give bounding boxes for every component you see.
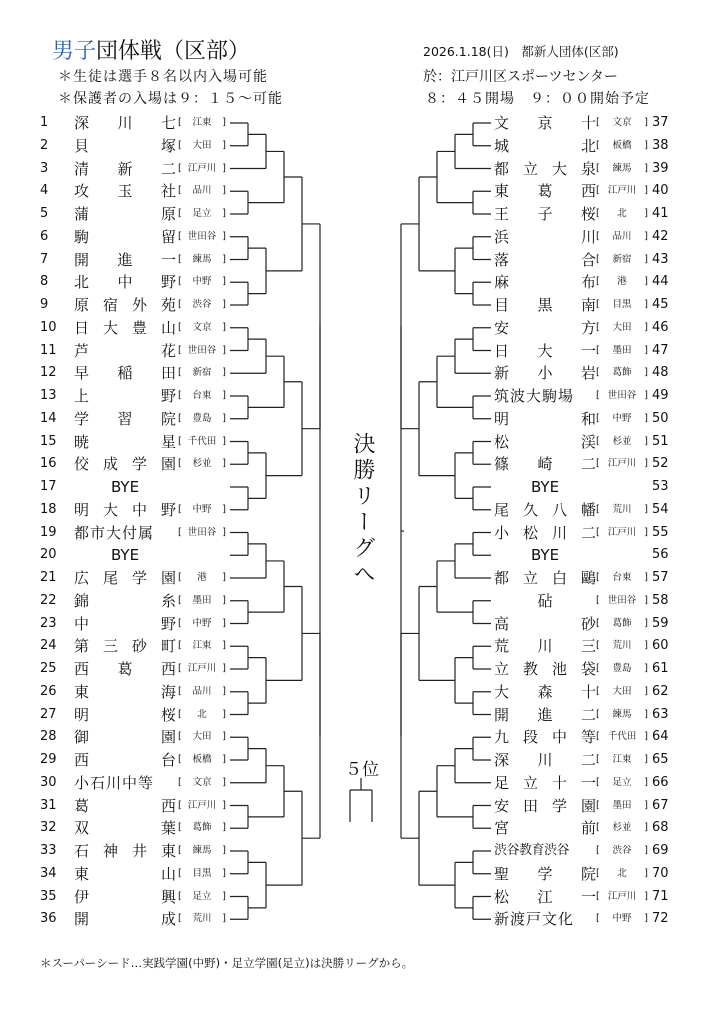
team-number: 11 <box>40 342 57 358</box>
team-number: 27 <box>40 706 57 722</box>
team-name: 砧 <box>537 591 553 610</box>
team-number: 51 <box>652 433 669 449</box>
team-name: 上 野 <box>74 387 176 405</box>
team-name: 開 進 二 <box>494 705 596 724</box>
team-row: 18 明 大 中 野 [ 中野 ] <box>40 500 226 519</box>
team-number: 72 <box>652 911 669 927</box>
team-row: 69 渋谷教育渋谷 [ 渋谷 ] <box>0 840 721 862</box>
team-row: 27 明 桜 [ 北 ] <box>40 705 226 724</box>
team-number: 26 <box>40 683 57 699</box>
team-row: 26 東 海 [ 品川 ] <box>40 682 226 701</box>
team-row: 33 石 神 井 東 [ 練馬 ] <box>40 842 226 860</box>
team-row: 8 北 中 野 [ 中野 ] <box>40 273 226 292</box>
team-number: 23 <box>40 615 57 631</box>
team-number: 55 <box>652 524 669 540</box>
team-name: 小石川中等 <box>74 773 155 792</box>
team-name: 高 砂 <box>494 614 596 633</box>
team-name: 深 川 二 <box>494 751 596 769</box>
team-row: 54 尾 久 八 幡 [ 荒川 ] <box>0 499 721 521</box>
team-number: 36 <box>40 911 57 927</box>
team-number: 9 <box>40 297 49 312</box>
team-row: 66 足 立 十 一 [ 足立 ] <box>0 772 721 794</box>
team-row: 32 双 葉 [ 葛飾 ] <box>40 819 226 838</box>
team-row: 13 上 野 [ 台東 ] <box>40 387 226 405</box>
team-name: 貝 塚 <box>74 136 176 155</box>
team-name: 石 神 井 東 <box>74 842 176 860</box>
team-number: 32 <box>40 820 57 836</box>
team-number: 28 <box>40 729 57 745</box>
team-number: 45 <box>652 297 669 312</box>
team-number: 10 <box>40 319 57 335</box>
team-row: 24 第 三 砂 町 [ 江東 ] <box>40 637 226 656</box>
team-row: 16 佼 成 学 園 [ 杉並 ] <box>40 455 226 474</box>
team-name: 伊 興 <box>74 887 176 906</box>
team-number: 1 <box>40 115 49 130</box>
team-number: 70 <box>652 865 669 881</box>
team-number: 40 <box>652 183 669 199</box>
team-row: 50 明 和 [ 中野 ] <box>0 408 721 430</box>
team-number: 16 <box>40 456 57 472</box>
team-number: 57 <box>652 570 669 585</box>
team-row: 67 安 田 学 園 [ 墨田 ] <box>0 795 721 817</box>
team-row: 58 砧 [ 世田谷 ] <box>0 590 721 612</box>
team-number: 43 <box>652 251 669 267</box>
team-name: 足 立 十 一 <box>494 773 596 792</box>
team-name: 双 葉 <box>74 819 176 838</box>
team-number: 33 <box>40 843 57 858</box>
team-row: 22 錦 糸 [ 墨田 ] <box>40 591 226 610</box>
team-name: 開 成 <box>74 910 176 929</box>
team-name: 都 立 白 鷗 <box>494 569 596 587</box>
team-name: 篠 崎 二 <box>494 455 596 474</box>
note-students: ＊生徒は選手８名以内入場可能 <box>58 69 268 85</box>
team-number: 71 <box>652 888 669 904</box>
team-number: 14 <box>40 410 57 426</box>
team-row: 63 開 進 二 [ 練馬 ] <box>0 704 721 726</box>
final-league-label: 決勝リーグへ <box>350 432 375 588</box>
team-number: 29 <box>40 752 57 767</box>
team-number: 59 <box>652 615 669 631</box>
team-name: 都市大付属 <box>74 523 155 542</box>
team-name: 駒 留 <box>74 227 176 246</box>
team-name: 西 葛 西 <box>74 660 176 678</box>
team-row: 4 攻 玉 社 [ 品川 ] <box>40 182 226 201</box>
team-row: 14 学 習 院 [ 豊島 ] <box>40 409 226 428</box>
team-name: BYE <box>530 546 560 565</box>
team-row: 1 深 川 七 [ 江東 ] <box>40 114 226 132</box>
team-number: 54 <box>652 501 669 517</box>
team-name: 渋谷教育渋谷 <box>494 843 570 858</box>
team-name: 九 段 中 等 <box>494 728 596 747</box>
team-number: 30 <box>40 774 57 790</box>
team-number: 34 <box>40 865 57 881</box>
team-name: 聖 学 院 <box>494 864 596 883</box>
team-name: 目 黒 南 <box>494 296 596 314</box>
team-number: 53 <box>652 479 669 494</box>
team-name: 尾 久 八 幡 <box>494 500 596 519</box>
team-row: 7 開 進 一 [ 練馬 ] <box>40 250 226 269</box>
team-row: 5 蒲 原 [ 足立 ] <box>40 205 226 223</box>
team-number: 42 <box>652 228 669 244</box>
team-number: 18 <box>40 501 57 517</box>
team-row: 39 都 立 大 泉 [ 練馬 ] <box>0 158 721 180</box>
team-name: 荒 川 三 <box>494 637 596 656</box>
team-row: 35 伊 興 [ 足立 ] <box>40 887 226 906</box>
team-number: 66 <box>652 774 669 790</box>
team-row: 46 安 方 [ 大田 ] <box>0 317 721 339</box>
team-name: 都 立 大 泉 <box>494 159 596 178</box>
team-name: 第 三 砂 町 <box>74 637 176 656</box>
team-name: 日 大 豊 山 <box>74 318 176 337</box>
team-name: 麻 布 <box>494 273 596 292</box>
team-number: 13 <box>40 388 57 403</box>
team-number: 69 <box>652 843 669 858</box>
team-row: 15 暁 星 [ 千代田 ] <box>40 432 226 451</box>
team-row: 6 駒 留 [ 世田谷 ] <box>40 227 226 246</box>
team-name: 早 稲 田 <box>74 364 176 383</box>
team-row: 36 開 成 [ 荒川 ] <box>40 910 226 929</box>
team-row: 47 日 大 一 [ 墨田 ] <box>0 340 721 362</box>
team-number: 8 <box>40 274 49 290</box>
team-row: 19 都市大付属 [ 世田谷 ] <box>40 523 226 542</box>
team-row: 40 東 葛 西 [ 江戸川 ] <box>0 180 721 202</box>
team-number: 61 <box>652 661 669 676</box>
team-row: 55 小 松 川 二 [ 江戸川 ] <box>0 522 721 544</box>
team-row: 51 松 渓 [ 杉並 ] <box>0 431 721 453</box>
team-row: 41 王 子 桜 [ 北 ] <box>0 203 721 225</box>
team-number: 68 <box>652 820 669 836</box>
team-row: 43 落 合 [ 新宿 ] <box>0 249 721 271</box>
team-row: 21 広 尾 学 園 [ 港 ] <box>40 569 226 587</box>
team-name: 明 和 <box>494 409 596 428</box>
team-row: 61 立 教 池 袋 [ 豊島 ] <box>0 658 721 680</box>
team-row: 64 九 段 中 等 [ 千代田 ] <box>0 726 721 748</box>
team-name: 蒲 原 <box>74 205 176 223</box>
team-name: 宮 前 <box>494 819 596 838</box>
team-name: 日 大 一 <box>494 341 596 360</box>
team-name: BYE <box>530 478 560 496</box>
team-number: 20 <box>40 547 57 563</box>
team-name: 文 京 十 <box>494 114 596 132</box>
team-row: 2 貝 塚 [ 大田 ] <box>40 136 226 155</box>
team-number: 38 <box>652 137 669 153</box>
team-name: 小 松 川 二 <box>494 523 596 542</box>
team-name: 松 渓 <box>494 432 596 451</box>
team-name: 明 大 中 野 <box>74 500 176 519</box>
team-name: 安 方 <box>494 318 596 337</box>
team-number: 58 <box>652 592 669 608</box>
title-gender: 男子 <box>52 39 97 64</box>
team-number: 62 <box>652 683 669 699</box>
team-name: 東 山 <box>74 864 176 883</box>
team-row: 65 深 川 二 [ 江東 ] <box>0 749 721 771</box>
team-name: BYE <box>110 546 140 565</box>
team-name: 佼 成 学 園 <box>74 455 176 474</box>
team-row: 52 篠 崎 二 [ 江戸川 ] <box>0 453 721 475</box>
team-name: 原 宿 外 苑 <box>74 296 176 314</box>
team-row: 34 東 山 [ 目黒 ] <box>40 864 226 883</box>
team-row: 30 小石川中等 [ 文京 ] <box>40 773 226 792</box>
team-name: 浜 川 <box>494 227 596 246</box>
team-number: 63 <box>652 706 669 722</box>
team-row: 60 荒 川 三 [ 荒川 ] <box>0 635 721 657</box>
team-number: 46 <box>652 319 669 335</box>
team-row: 28 御 園 [ 大田 ] <box>40 728 226 747</box>
team-number: 65 <box>652 752 669 767</box>
team-name: 王 子 桜 <box>494 205 596 223</box>
team-number: 50 <box>652 410 669 426</box>
team-row: 3 清 新 二 [ 江戸川 ] <box>40 159 226 178</box>
team-number: 35 <box>40 888 57 904</box>
date-event: 2026.1.18(日) 都新人団体(区部) <box>423 44 619 59</box>
team-row: 68 宮 前 [ 杉並 ] <box>0 817 721 839</box>
team-name: 新渡戸文化 <box>494 910 575 929</box>
team-number: 4 <box>40 183 49 199</box>
team-number: 49 <box>652 388 669 403</box>
team-row: 11 芦 花 [ 世田谷 ] <box>40 341 226 360</box>
team-number: 2 <box>40 137 49 153</box>
team-number: 44 <box>652 274 669 290</box>
team-row: 10 日 大 豊 山 [ 文京 ] <box>40 318 226 337</box>
team-number: 56 <box>652 547 669 563</box>
team-row: 25 西 葛 西 [ 江戸川 ] <box>40 660 226 678</box>
team-number: 6 <box>40 228 49 244</box>
team-name: 葛 西 <box>74 796 176 815</box>
team-row: 72 新渡戸文化 [ 中野 ] <box>0 908 721 930</box>
team-name: 松 江 一 <box>494 887 596 906</box>
team-number: 31 <box>40 797 57 813</box>
team-name: 北 中 野 <box>74 273 176 292</box>
team-name: 攻 玉 社 <box>74 182 176 201</box>
team-name: 新 小 岩 <box>494 364 596 383</box>
team-number: 12 <box>40 365 57 381</box>
team-number: 25 <box>40 661 57 676</box>
team-number: 21 <box>40 570 57 585</box>
team-number: 37 <box>652 115 669 130</box>
team-row: 9 原 宿 外 苑 [ 渋谷 ] <box>40 296 226 314</box>
team-name: 大 森 十 <box>494 682 596 701</box>
team-name: 立 教 池 袋 <box>494 660 596 678</box>
team-number: 64 <box>652 729 669 745</box>
team-name: 安 田 学 園 <box>494 796 596 815</box>
team-number: 67 <box>652 797 669 813</box>
team-row: 38 城 北 [ 板橋 ] <box>0 135 721 157</box>
team-number: 5 <box>40 206 49 221</box>
footer-note: ＊スーパーシード…実践学園(中野)・足立学園(足立)は決勝リーグから。 <box>40 956 414 970</box>
team-row: 70 聖 学 院 [ 北 ] <box>0 863 721 885</box>
team-number: 47 <box>652 342 669 358</box>
team-number: 52 <box>652 456 669 472</box>
team-number: 17 <box>40 479 57 494</box>
team-row: 42 浜 川 [ 品川 ] <box>0 226 721 248</box>
team-name: 東 葛 西 <box>494 182 596 201</box>
team-name: 開 進 一 <box>74 250 176 269</box>
team-row: 45 目 黒 南 [ 目黒 ] <box>0 294 721 316</box>
team-name: 深 川 七 <box>74 114 176 132</box>
team-name: 学 習 院 <box>74 409 176 428</box>
team-name: 清 新 二 <box>74 159 176 178</box>
team-name: 御 園 <box>74 728 176 747</box>
team-number: 24 <box>40 638 57 654</box>
team-name: 城 北 <box>494 136 596 155</box>
team-row: 62 大 森 十 [ 大田 ] <box>0 681 721 703</box>
team-name: 明 桜 <box>74 705 176 724</box>
team-name: 落 合 <box>494 250 596 269</box>
team-name: 錦 糸 <box>74 591 176 610</box>
team-name: 筑波大駒場 <box>494 387 575 405</box>
venue: 於：江戸川区スポーツセンター <box>423 69 618 85</box>
team-row: 37 文 京 十 [ 文京 ] <box>0 112 721 134</box>
title-event: 団体戦（区部） <box>96 39 251 64</box>
team-name: 暁 星 <box>74 432 176 451</box>
team-row: 71 松 江 一 [ 江戸川 ] <box>0 886 721 908</box>
team-number: 7 <box>40 251 49 267</box>
team-row: 59 高 砂 [ 葛飾 ] <box>0 613 721 635</box>
team-row: 44 麻 布 [ 港 ] <box>0 271 721 293</box>
team-number: 60 <box>652 638 669 654</box>
team-row: 31 葛 西 [ 江戸川 ] <box>40 796 226 815</box>
team-name: 中 野 <box>74 614 176 633</box>
schedule: ８：４５開場 ９：００開始予定 <box>425 91 650 107</box>
team-name: 芦 花 <box>74 341 176 360</box>
team-name: 西 台 <box>74 751 176 769</box>
team-number: 19 <box>40 524 57 540</box>
note-guardians: ＊保護者の入場は９：１５〜可能 <box>58 91 283 107</box>
team-number: 22 <box>40 592 57 608</box>
team-row: 12 早 稲 田 [ 新宿 ] <box>40 364 226 383</box>
team-row: 29 西 台 [ 板橋 ] <box>40 751 226 769</box>
team-name: 東 海 <box>74 682 176 701</box>
team-number: 15 <box>40 433 57 449</box>
team-number: 41 <box>652 206 669 221</box>
team-row: 49 筑波大駒場 [ 世田谷 ] <box>0 385 721 407</box>
fifth-place-label: ５位 <box>345 760 379 780</box>
team-number: 3 <box>40 160 49 176</box>
team-row: 57 都 立 白 鷗 [ 台東 ] <box>0 567 721 589</box>
team-row: 23 中 野 [ 中野 ] <box>40 614 226 633</box>
team-row: 48 新 小 岩 [ 葛飾 ] <box>0 362 721 384</box>
team-number: 48 <box>652 365 669 381</box>
team-name: BYE <box>110 478 140 496</box>
team-name: 広 尾 学 園 <box>74 569 176 587</box>
team-number: 39 <box>652 160 669 176</box>
